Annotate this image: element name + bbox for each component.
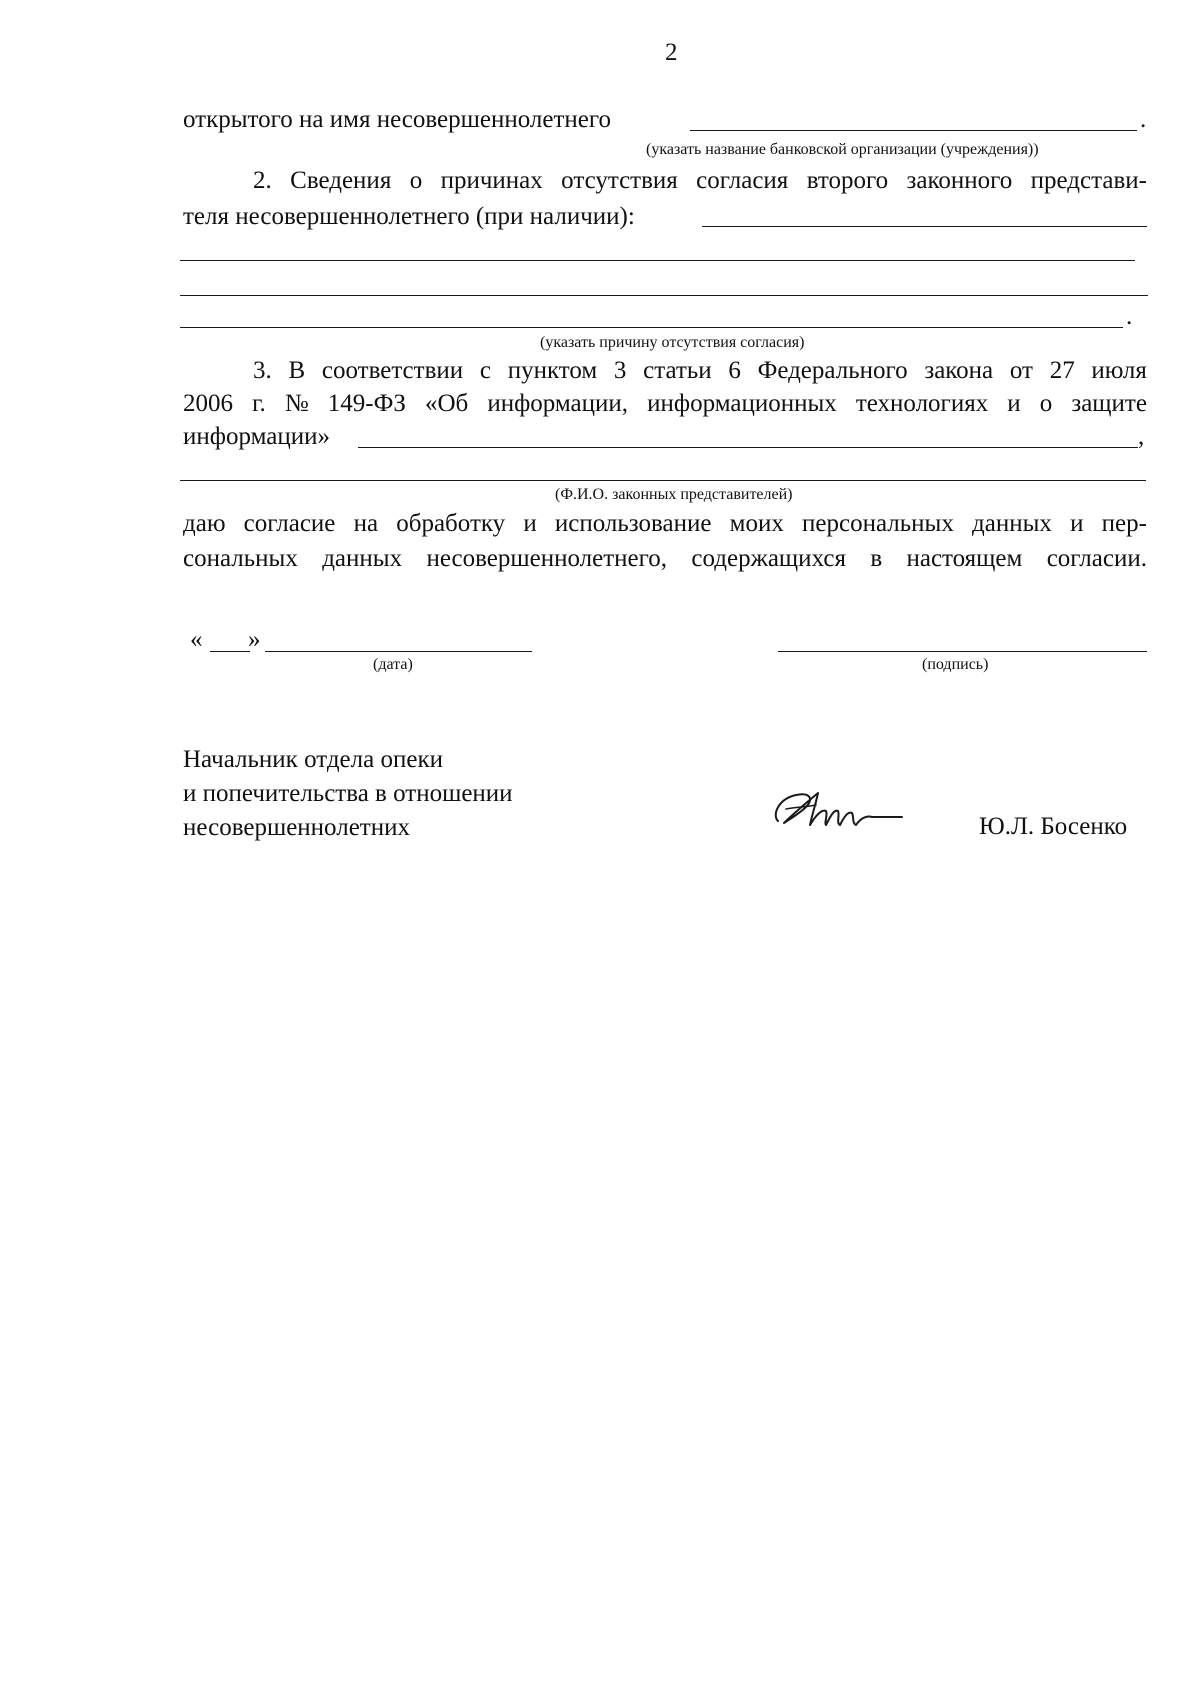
reason-blank-line-1 <box>702 226 1147 227</box>
word: и <box>1070 510 1084 537</box>
item2-line2: теля несовершеннолетнего (при наличии): <box>183 203 635 230</box>
date-caption: (дата) <box>373 656 413 673</box>
word: на <box>353 510 379 537</box>
fio-blank-line-1 <box>358 447 1138 448</box>
date-day-blank <box>210 651 250 652</box>
item3-line1 <box>253 356 1147 386</box>
word: пер- <box>1101 510 1147 537</box>
word: 3. <box>253 357 272 384</box>
word: моих <box>729 510 784 537</box>
reason-blank-line-4 <box>180 327 1123 328</box>
reason-blank-line-2 <box>180 260 1135 261</box>
word: персональных <box>802 510 954 537</box>
word: о <box>1039 390 1053 417</box>
word: 27 <box>1049 357 1075 384</box>
word: даю <box>183 510 226 537</box>
word: о <box>409 167 423 194</box>
word: причинах <box>440 167 543 194</box>
word: представи- <box>1030 167 1147 194</box>
word: 149-ФЗ <box>327 390 406 417</box>
word: июля <box>1091 357 1147 384</box>
word: г. <box>252 390 266 417</box>
word: несовершеннолетнего, <box>426 545 668 572</box>
official-name: Ю.Л. Босенко <box>979 813 1128 840</box>
word: информации, <box>487 390 629 417</box>
reason-period: . <box>1126 303 1133 330</box>
account-owner-label: открытого на имя несовершеннолетнего <box>183 106 612 133</box>
word: закона <box>924 357 994 384</box>
date-open-quote: « <box>190 626 203 653</box>
signature-caption: (подпись) <box>922 656 989 673</box>
bank-name-caption: (указать название банковской организации (учреждения)) <box>646 141 1039 158</box>
word: статьи <box>643 357 712 384</box>
word: сональных <box>183 545 298 572</box>
date-month-year-blank <box>265 651 532 652</box>
item2-line1 <box>253 166 1147 196</box>
line1-period: . <box>1140 106 1147 133</box>
word: обработку <box>396 510 506 537</box>
word: данных <box>972 510 1052 537</box>
word: защите <box>1071 390 1147 417</box>
word: 6 <box>728 357 741 384</box>
word: второго <box>806 167 889 194</box>
word: 2006 <box>183 390 233 417</box>
word: согласии. <box>1046 545 1147 572</box>
signature-blank <box>778 651 1147 652</box>
bank-name-blank-line <box>690 130 1137 131</box>
reason-caption: (указать причину отсутствия согласия) <box>540 334 805 351</box>
word: законного <box>906 167 1013 194</box>
item3-line3: информации» <box>183 423 330 450</box>
word: отсутствия <box>561 167 678 194</box>
page-number: 2 <box>665 39 678 66</box>
word: согласия <box>696 167 789 194</box>
date-close-quote: » <box>248 626 261 653</box>
word: содержащихся <box>691 545 846 572</box>
word: В <box>288 357 306 384</box>
fio-comma: , <box>1138 423 1145 450</box>
word: данных <box>322 545 403 572</box>
word: с <box>479 357 491 384</box>
word: технологиях <box>855 390 989 417</box>
fio-blank-line-2 <box>180 480 1146 481</box>
word: № <box>284 390 309 417</box>
word: 2. <box>253 167 272 194</box>
official-title-line-3: несовершеннолетних <box>183 814 410 841</box>
handwritten-signature <box>770 785 910 835</box>
word: согласие <box>243 510 336 537</box>
word: пунктом <box>507 357 598 384</box>
official-title-line-1: Начальник отдела опеки <box>183 746 443 773</box>
word: 3 <box>613 357 627 384</box>
word: и <box>523 510 537 537</box>
word: «Об <box>424 390 469 417</box>
item3-line2 <box>183 389 1147 419</box>
word: настоящем <box>906 545 1023 572</box>
word: использование <box>554 510 712 537</box>
official-title-line-2: и попечительства в отношении <box>183 780 513 807</box>
word: и <box>1007 390 1021 417</box>
word: в <box>870 545 883 572</box>
word: соответствии <box>321 357 464 384</box>
word: информационных <box>647 390 837 417</box>
consent-line1 <box>183 509 1147 539</box>
word: от <box>1009 357 1033 384</box>
consent-line2 <box>183 544 1147 574</box>
reason-blank-line-3 <box>180 295 1148 296</box>
word: Федерального <box>757 357 908 384</box>
word: Сведения <box>290 167 392 194</box>
fio-caption: (Ф.И.О. законных представителей) <box>555 486 793 503</box>
